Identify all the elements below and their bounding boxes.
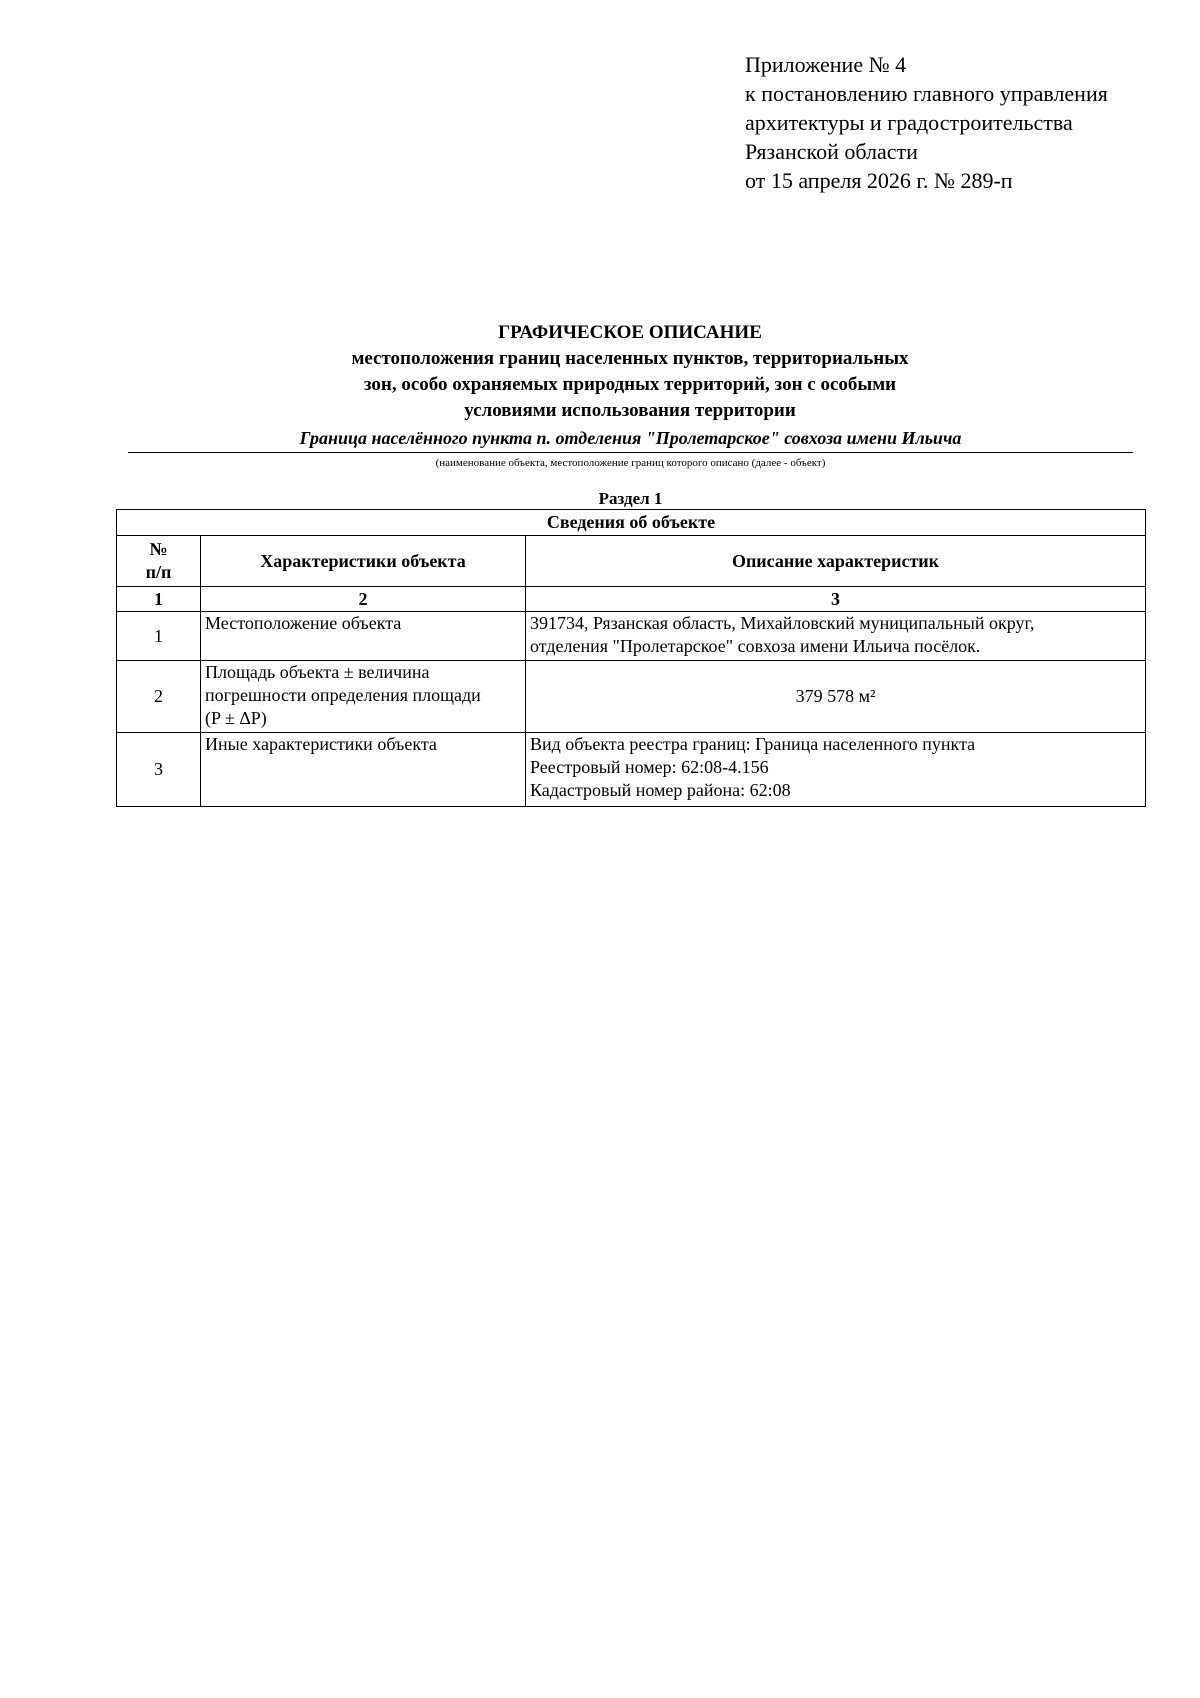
header-number-line: п/п (145, 562, 172, 582)
row-characteristic (201, 661, 526, 733)
characteristic-line: погрешности определения площади (205, 685, 481, 705)
appendix-line: от 15 апреля 2026 г. № 289-п (745, 168, 1013, 193)
table-header-row (117, 536, 1146, 587)
appendix-line: архитектуры и градостроительства (745, 110, 1073, 135)
column-number: 2 (201, 587, 526, 612)
appendix-line: Рязанской области (745, 139, 918, 164)
row-description (526, 661, 1146, 733)
row-characteristic (201, 733, 526, 807)
characteristic-line: Площадь объекта ± величина (205, 662, 430, 682)
characteristic-line: Местоположение объекта (205, 613, 402, 633)
header-description: Описание характеристик (526, 536, 1146, 587)
characteristic-line: Иные характеристики объекта (205, 734, 437, 754)
appendix-line: к постановлению главного управления (745, 81, 1108, 106)
row-characteristic (201, 612, 526, 661)
description-line: Кадастровый номер района: 62:08 (530, 780, 791, 800)
object-info-table (116, 509, 1146, 807)
column-number: 1 (117, 587, 201, 612)
table-row (117, 733, 1146, 807)
header-number (117, 536, 201, 587)
appendix-line: Приложение № 4 (745, 52, 907, 77)
object-name-caption: (наименование объекта, местоположение границ которого описано (далее - объект) (435, 457, 826, 469)
column-number: 3 (526, 587, 1146, 612)
description-line: Реестровый номер: 62:08-4.156 (530, 757, 769, 777)
document-subtitle-line: местоположения границ населенных пунктов, территориальных (351, 348, 909, 369)
table-row (117, 661, 1146, 733)
document-subtitle-line: условиями использования территории (464, 400, 796, 421)
document-subtitle-line: зон, особо охраняемых природных территорий, зон с особыми (363, 374, 897, 395)
row-number: 1 (117, 612, 201, 661)
description-line: отделения "Пролетарское" совхоза имени Ильича посёлок. (530, 636, 981, 656)
header-characteristics: Характеристики объекта (201, 536, 526, 587)
row-description (526, 733, 1146, 807)
header-number-line: № (149, 539, 168, 559)
row-number: 2 (117, 661, 201, 733)
description-line: Вид объекта реестра границ: Граница населенного пункта (530, 734, 976, 754)
description-line: 379 578 м² (795, 686, 876, 706)
row-description (526, 612, 1146, 661)
document-title: ГРАФИЧЕСКОЕ ОПИСАНИЕ (498, 322, 762, 343)
column-number-row (117, 587, 1146, 612)
document-title-block (0, 320, 1200, 424)
section-label: Раздел 1 (598, 489, 663, 508)
appendix-block (745, 50, 1108, 195)
characteristic-line: (P ± ΔP) (205, 708, 267, 728)
table-caption: Сведения об объекте (117, 510, 1146, 536)
description-line: 391734, Рязанская область, Михайловский муниципальный округ, (530, 613, 1035, 633)
table-row (117, 612, 1146, 661)
row-number: 3 (117, 733, 201, 807)
object-name: Граница населённого пункта п. отделения "Пролетарское" совхоза имени Ильича (128, 426, 1133, 453)
